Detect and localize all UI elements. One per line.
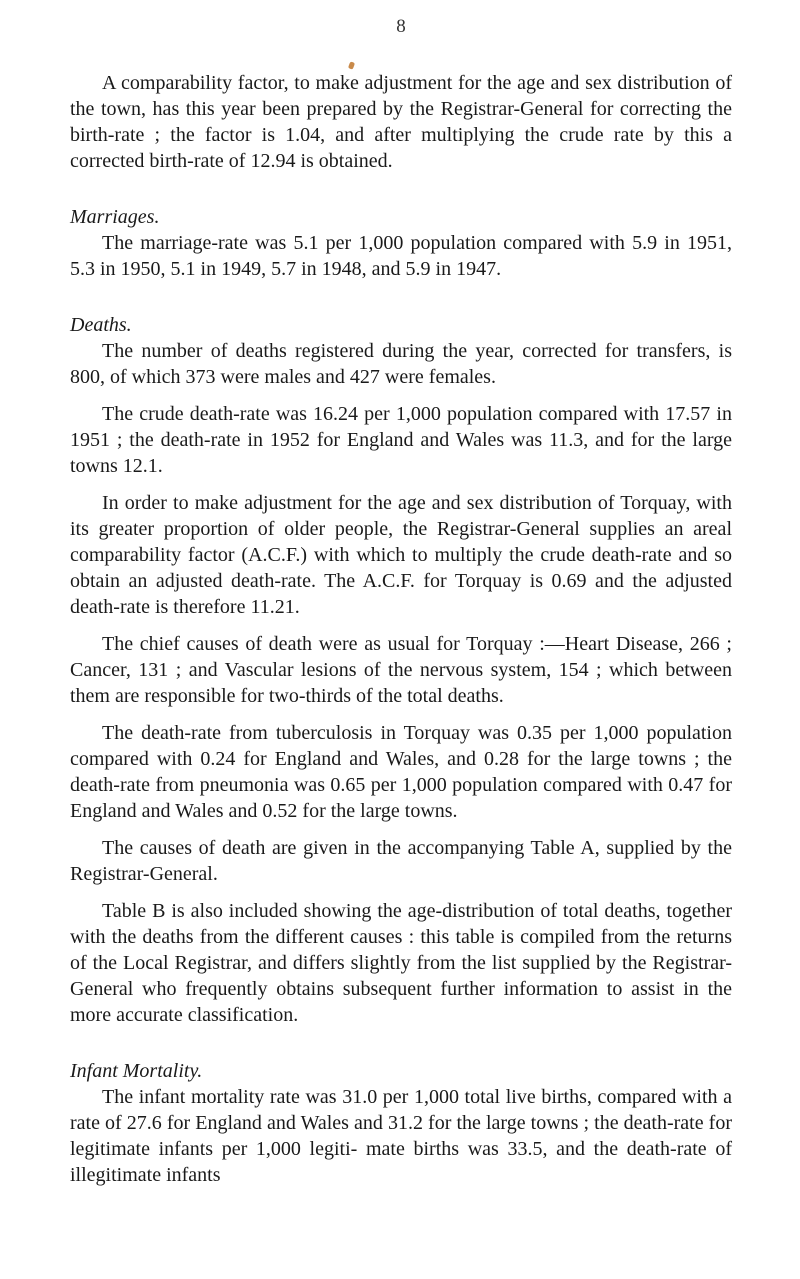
infant-mortality-heading: Infant Mortality.: [70, 1060, 203, 1082]
intro-paragraph: A comparability factor, to make adjustment for the age and sex distribution of the town, has this year been prepared by the Registrar-General for correcting the birth-rate ; the factor is 1.04, and after multiplying the crude rate by this a corrected birth-rate of 12.94 is obtained.: [70, 72, 732, 172]
deaths-paragraph-4: The chief causes of death were as usual for Torquay :—Heart Disease, 266 ; Cancer, 131 ; and Vascular lesions of the nervous system, 154 ; which between them are responsible for two-thirds of the total deaths.: [70, 633, 732, 707]
deaths-paragraph-5: The death-rate from tuberculosis in Torquay was 0.35 per 1,000 population compared with 0.24 for England and Wales, and 0.28 for the large towns ; the death-rate from pneumonia was 0.65 per 1,000 population compared with 0.47 for England and Wales and 0.52 for the large towns.: [70, 722, 732, 822]
deaths-paragraph-6: The causes of death are given in the accompanying Table A, supplied by the Registrar-General.: [70, 837, 732, 885]
marriages-paragraph: The marriage-rate was 5.1 per 1,000 population compared with 5.9 in 1951, 5.3 in 1950, 5.1 in 1949, 5.7 in 1948, and 5.9 in 1947.: [70, 232, 732, 280]
marriages-heading: Marriages.: [70, 206, 160, 228]
deaths-paragraph-2: The crude death-rate was 16.24 per 1,000 population compared with 17.57 in 1951 ; the death-rate in 1952 for England and Wales was 11.3, and for the large towns 12.1.: [70, 403, 732, 477]
deaths-paragraph-3: In order to make adjustment for the age and sex distribution of Torquay, with its greater proportion of older people, the Registrar-General supplies an areal comparability factor (A.C.F.) with which to multiply the crude death-rate and so obtain an adjusted death-rate. The A.C.F. for Torquay is 0.69 and the adjusted death-rate is therefore 11.21.: [70, 492, 732, 618]
infant-mortality-paragraph: The infant mortality rate was 31.0 per 1,000 total live births, compared with a rate of 27.6 for England and Wales and 31.2 for the large towns ; the death-rate for legitimate infants per 1,000 legiti- mate births was 33.5, and the death-rate of illegitimate infants: [70, 1086, 732, 1186]
deaths-paragraph-7: Table B is also included showing the age-distribution of total deaths, together with the deaths from the different causes : this table is compiled from the returns of the Local Registrar, and differs slightly from the list supplied by the Registrar-General who frequently obtains subsequent further information to assist in the more accurate classification.: [70, 900, 732, 1026]
page-number: 8: [396, 16, 406, 37]
deaths-heading: Deaths.: [70, 314, 132, 336]
deaths-paragraph-1: The number of deaths registered during the year, corrected for transfers, is 800, of which 373 were males and 427 were females.: [70, 340, 732, 388]
